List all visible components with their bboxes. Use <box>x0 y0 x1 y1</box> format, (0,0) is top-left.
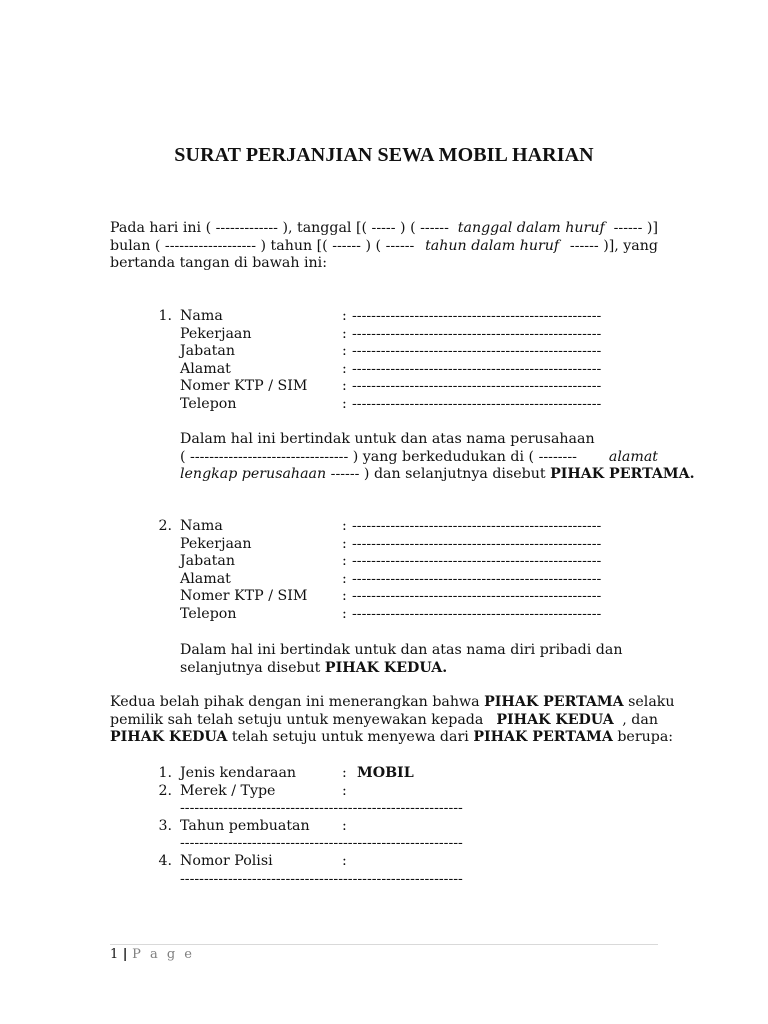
statement-text: Kedua belah pihak dengan ini menerangkan bahwa <box>110 694 485 710</box>
field-label: Pekerjaan <box>180 325 252 342</box>
list-number: 1. <box>158 765 172 781</box>
field-colon: : <box>342 325 347 342</box>
field-label: Pekerjaan <box>180 535 252 552</box>
statement-line-1 <box>110 694 675 712</box>
list-number: 4. <box>158 852 172 869</box>
field-colon: : <box>342 535 347 552</box>
field-colon: : <box>342 395 347 412</box>
field-colon: : <box>342 817 347 834</box>
field-colon: : <box>342 782 347 799</box>
page-number: 1 <box>110 947 119 962</box>
field-colon: : <box>342 360 347 377</box>
party-role-label: PIHAK KEDUA. <box>324 659 448 676</box>
field-value: ----------------------------------------------------------- <box>180 835 463 852</box>
field-label: Tahun pembuatan <box>180 817 310 834</box>
field-colon: : <box>342 518 347 534</box>
intro-line-3: bertanda tangan di bawah ini: <box>110 255 328 272</box>
field-value: ---------------------------------------------------- <box>352 570 602 587</box>
field-label: Nomer KTP / SIM <box>180 588 308 605</box>
party-role-label: PIHAK PERTAMA <box>484 694 624 710</box>
field-colon: : <box>342 852 347 869</box>
field-value: ---------------------------------------------------- <box>352 308 602 324</box>
intro-italic: tanggal dalam huruf <box>457 220 605 236</box>
field-colon: : <box>342 570 347 587</box>
statement-text: telah setuju untuk menyewa dari <box>227 729 474 746</box>
party-role-label: PIHAK PERTAMA. <box>550 466 695 483</box>
party-role-label: PIHAK KEDUA <box>496 711 614 728</box>
list-number: 3. <box>158 817 172 834</box>
field-label: Nama <box>180 518 223 534</box>
party1-description <box>180 431 695 484</box>
field-value: MOBIL <box>357 765 414 781</box>
field-label: Nama <box>180 308 223 324</box>
field-label: Nomor Polisi <box>180 852 273 869</box>
field-label: Alamat <box>180 570 231 587</box>
statement-line-3 <box>110 729 674 747</box>
field-label: Jenis kendaraan <box>180 765 297 781</box>
desc-text: ( --------------------------------- ) yang berkedudukan di ( -------- <box>180 448 582 465</box>
list-number: 2. <box>158 782 172 799</box>
field-colon: : <box>342 765 347 781</box>
field-label: Telepon <box>180 395 237 412</box>
field-colon: : <box>342 588 347 605</box>
desc-text: Dalam hal ini bertindak untuk dan atas nama perusahaan <box>180 431 595 447</box>
field-value: ---------------------------------------------------- <box>352 588 602 605</box>
page-footer <box>110 947 194 962</box>
party-role-label: PIHAK PERTAMA <box>473 729 613 746</box>
intro-text: ------ )], yang <box>565 237 658 254</box>
desc-text: selanjutnya disebut <box>180 659 325 676</box>
footer-divider <box>110 944 658 945</box>
party2-desc-line-1 <box>180 642 658 660</box>
field-colon: : <box>342 553 347 570</box>
intro-italic: tahun dalam huruf <box>425 237 560 254</box>
page-separator: | <box>118 947 133 962</box>
statement-text: , dan <box>622 711 658 728</box>
field-label: Nomer KTP / SIM <box>180 378 308 395</box>
list-number: 1. <box>158 308 172 324</box>
page-label: P a g e <box>132 947 195 962</box>
party1-desc-line-1 <box>180 431 658 449</box>
intro-text: ------ )] <box>609 220 658 236</box>
field-value: ---------------------------------------------------- <box>352 325 602 342</box>
statement-line-2 <box>110 712 658 730</box>
field-value: ---------------------------------------------------- <box>352 360 602 377</box>
desc-italic: lengkap perusahaan <box>180 466 327 483</box>
statement-text: selaku <box>623 694 675 710</box>
field-colon: : <box>342 378 347 395</box>
intro-line-1 <box>110 220 658 238</box>
statement-text: pemilik sah telah setuju untuk menyewakan kepada <box>110 711 488 728</box>
field-label: Jabatan <box>180 553 235 570</box>
intro-text: bulan ( ------------------- ) tahun [( ------ ) ( ------ <box>110 237 419 254</box>
field-value: ---------------------------------------------------- <box>352 535 602 552</box>
field-value: ----------------------------------------------------------- <box>180 800 463 817</box>
desc-text: Dalam hal ini bertindak untuk dan atas nama diri pribadi dan <box>180 642 623 658</box>
field-value: ----------------------------------------------------------- <box>180 870 463 887</box>
field-colon: : <box>342 308 347 324</box>
desc-text: ------ ) dan selanjutnya disebut <box>326 466 551 483</box>
document-title: SURAT PERJANJIAN SEWA MOBIL HARIAN <box>174 144 594 166</box>
party1-desc-line-2 <box>180 449 658 467</box>
party2-desc-line-2 <box>180 660 658 678</box>
party1-desc-line-3 <box>180 466 695 484</box>
field-value: ---------------------------------------------------- <box>352 343 602 360</box>
field-value: ---------------------------------------------------- <box>352 378 602 395</box>
field-label: Telepon <box>180 605 237 622</box>
field-colon: : <box>342 605 347 622</box>
intro-paragraph <box>110 220 658 273</box>
field-label: Merek / Type <box>180 782 276 799</box>
statement-text: berupa: <box>612 729 674 746</box>
party2-description <box>180 642 658 677</box>
statement-paragraph <box>110 694 675 747</box>
field-value: ---------------------------------------------------- <box>352 605 602 622</box>
list-number: 2. <box>158 518 172 534</box>
field-label: Alamat <box>180 360 231 377</box>
desc-italic: alamat <box>608 448 658 465</box>
intro-text: Pada hari ini ( ------------- ), tanggal [( ----- ) ( ------ <box>110 220 454 236</box>
party-role-label: PIHAK KEDUA <box>110 729 228 746</box>
field-value: ---------------------------------------------------- <box>352 518 602 534</box>
field-label: Jabatan <box>180 343 235 360</box>
field-colon: : <box>342 343 347 360</box>
field-value: ---------------------------------------------------- <box>352 395 602 412</box>
intro-line-2 <box>110 238 658 256</box>
field-value: ---------------------------------------------------- <box>352 553 602 570</box>
